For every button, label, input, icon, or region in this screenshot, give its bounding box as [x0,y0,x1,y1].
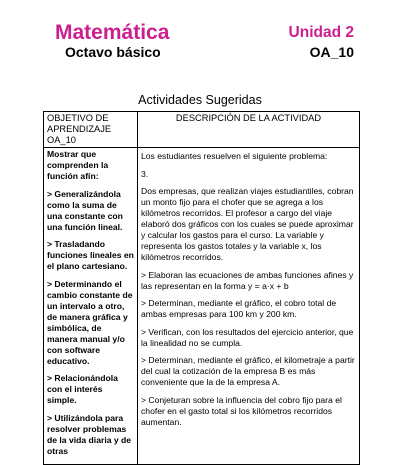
table-row [44,148,360,465]
objective-item: > Trasladando funciones lineales en el plano cartesiano. [47,239,134,271]
table-header-row [44,112,360,148]
objectives-cell [44,148,138,465]
activity-cell [138,148,360,465]
header-left [55,22,169,61]
objective-code: OA_10 [309,44,354,60]
objective-header: OBJETIVO DE APRENDIZAJE OA_10 [44,112,138,148]
activity-header: DESCRIPCIÓN DE LA ACTIVIDAD [138,112,360,148]
objective-item: > Generalizándola como la suma de una constante con una función lineal. [47,188,123,232]
section-title: Actividades Sugeridas [138,93,262,107]
objective-item: > Determinando el cambio constante de un intervalo a otro, de manera gráfica y simbólica, de manera manual y/o con software educativo. [47,278,133,366]
header-right [289,22,354,61]
activities-table [43,111,360,465]
unit-label: Unidad 2 [288,24,354,41]
activity-intro: Los estudiantes resuelven el siguiente problema: [141,151,328,161]
activity-step: > Determinan, mediante el gráfico, el kilometraje a partir del cual la cotización de la empresa B es más conveniente que la de la empresa A. [141,355,355,387]
page-title: Matemática [55,21,170,44]
activity-step: > Verifican, con los resultados del ejercicio anterior, que la linealidad no se cumpla. [141,326,354,348]
activity-problem: Dos empresas, que realizan viajes estudiantiles, cobran un monto fijo para el chofer que se agrega a los kilómetros recorridos. El profesor a cargo del viaje elaboró dos gráficos con los cuales se puede aproximar y calcular los gastos para el curso. La variable y representa los gastos totales y la variable x, los kilómetros recorridos. [141,186,354,262]
grade-subtitle: Octavo básico [65,44,161,60]
activity-step: > Conjeturan sobre la influencia del cobro fijo para el chofer en el gasto total si los kilómetros recorridos aumentan. [141,394,342,427]
objective-item: > Relacionándola con el interés simple. [47,373,118,405]
activity-number: 3. [141,168,149,179]
objective-item: Mostrar que comprenden la función afín: [47,149,109,181]
activity-step: > Determinan, mediante el gráfico, el cobro total de ambas empresas para 100 km y 200 km. [141,298,337,319]
objective-item: > Utilizándola para resolver problemas de la vida diaria y de otras [47,412,132,456]
activity-step: > Elaboran las ecuaciones de ambas funciones afines y las representan en la forma y = a·x + b [141,269,354,291]
